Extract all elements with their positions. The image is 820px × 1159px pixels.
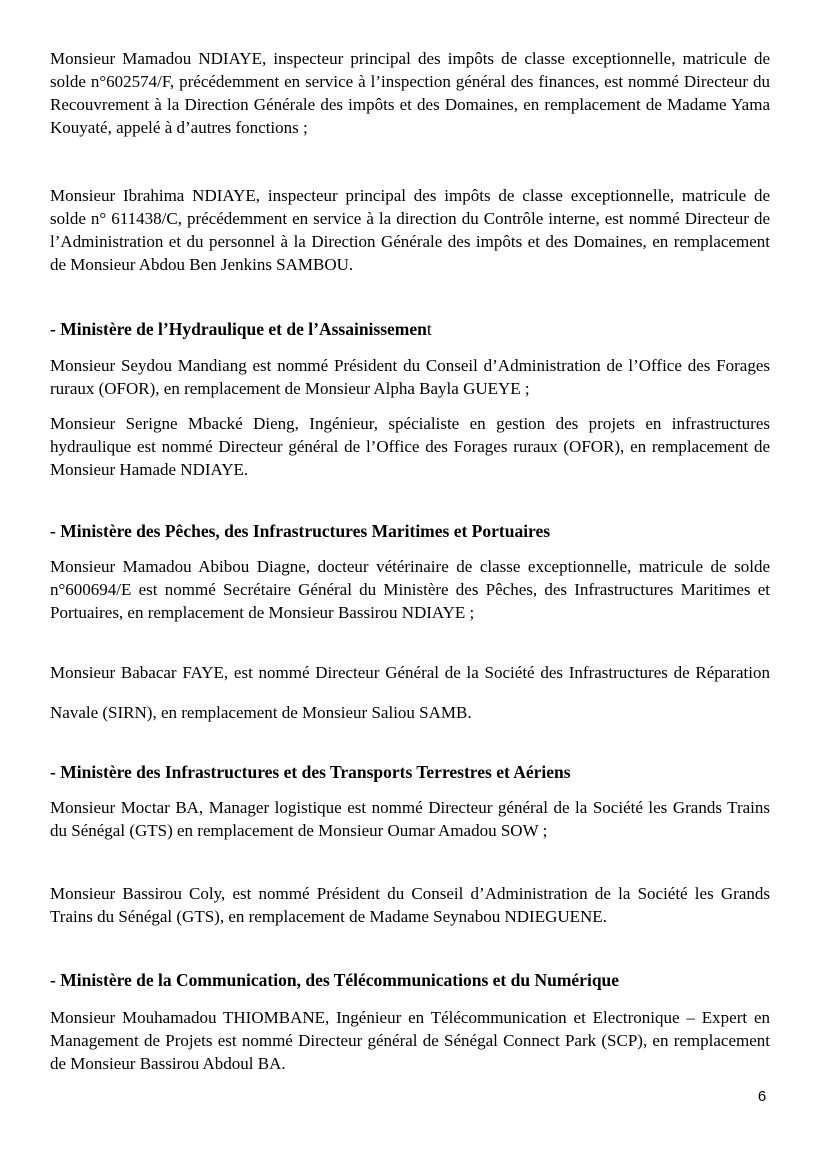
section-heading-bold-text: - Ministère de la Communication, des Télécommunications et du Numérique [50,970,620,990]
section-heading-bold-text: - Ministère des Pêches, des Infrastructures Maritimes et Portuaires [50,521,551,541]
paragraph-appointment-moctar-ba: Monsieur Moctar BA, Manager logistique est nommé Directeur général de la Société les Grands Trains du Sénégal (GTS) en remplacement de Monsieur Oumar Amadou SOW ; [50,798,770,840]
section-heading-tail-text: t [426,319,432,339]
section-heading-bold-text: - Ministère de l’Hydraulique et de l’Assainissemen [50,319,427,339]
section-heading-bold-text: - Ministère des Infrastructures et des Transports Terrestres et Aériens [50,762,571,782]
section-heading-communication [50,969,770,992]
paragraph-appointment-babacar-faye: Monsieur Babacar FAYE, est nommé Directeur Général de la Société des Infrastructures de Réparation Navale (SIRN), en remplacement de Monsieur Saliou SAMB. [50,663,770,722]
paragraph-appointment-serigne-mbacke-dieng: Monsieur Serigne Mbacké Dieng, Ingénieur, spécialiste en gestion des projets en infrastructures hydraulique est nommé Directeur général de l’Office des Forages ruraux (OFOR), en remplacement de Monsieur Hamade NDIAYE. [50,414,770,479]
section-heading-peches [50,520,770,543]
section-heading-infrastructures-transports [50,761,770,784]
page-number: 6 [757,1088,767,1105]
paragraph-appointment-mouhamadou-thiombane: Monsieur Mouhamadou THIOMBANE, Ingénieur en Télécommunication et Electronique – Expert en Management de Projets est nommé Directeur général de Sénégal Connect Park (SCP), en remplacement de Monsieur Bassirou Abdoul BA. [50,1008,770,1073]
section-heading-hydraulique [50,318,770,341]
paragraph-appointment-ibrahima-ndiaye: Monsieur Ibrahima NDIAYE, inspecteur principal des impôts de classe exceptionnelle, matricule de solde n° 611438/C, précédemment en service à la direction du Contrôle interne, est nommé Directeur de l’Administration et du personnel à la Direction Générale des impôts et des Domaines, en remplacement de Monsieur Abdou Ben Jenkins SAMBOU. [50,186,770,274]
paragraph-appointment-mamadou-abibou-diagne: Monsieur Mamadou Abibou Diagne, docteur vétérinaire de classe exceptionnelle, matricule de solde n°600694/E est nommé Secrétaire Général du Ministère des Pêches, des Infrastructures Maritimes et Portuaires, en remplacement de Monsieur Bassirou NDIAYE ; [50,557,770,622]
paragraph-appointment-mamadou-ndiaye: Monsieur Mamadou NDIAYE, inspecteur principal des impôts de classe exceptionnelle, matricule de solde n°602574/F, précédemment en service à l’inspection général des finances, est nommé Directeur du Recouvrement à la Direction Générale des impôts et des Domaines, en remplacement de Madame Yama Kouyaté, appelé à d’autres fonctions ; [50,49,770,137]
paragraph-appointment-seydou-mandiang: Monsieur Seydou Mandiang est nommé Président du Conseil d’Administration de l’Office des Forages ruraux (OFOR), en remplacement de Monsieur Alpha Bayla GUEYE ; [50,356,770,398]
paragraph-appointment-bassirou-coly: Monsieur Bassirou Coly, est nommé Président du Conseil d’Administration de la Société les Grands Trains du Sénégal (GTS), en remplacement de Madame Seynabou NDIEGUENE. [50,884,770,926]
